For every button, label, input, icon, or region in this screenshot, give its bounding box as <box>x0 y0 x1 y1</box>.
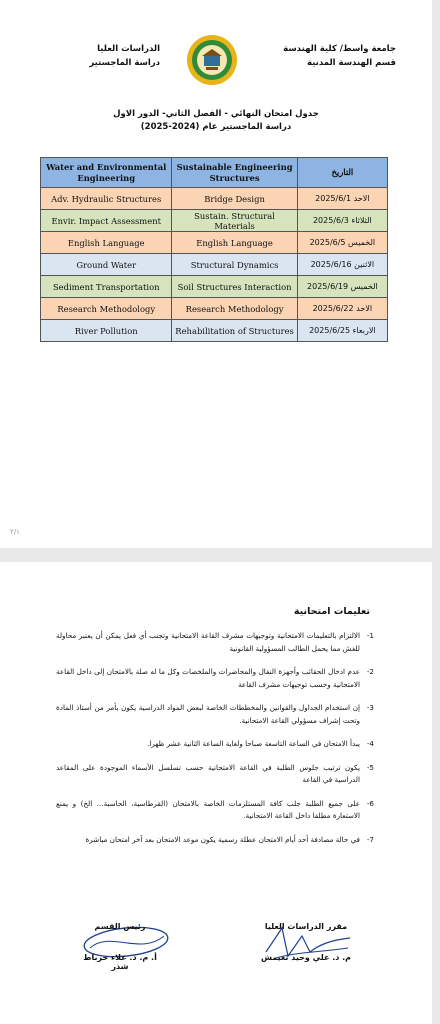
document-title <box>40 108 392 134</box>
cell-date: الاحد 2025/6/22 <box>297 298 387 320</box>
department-head-title: رئيس القسم <box>94 922 146 931</box>
postgraduate-header <box>50 42 160 70</box>
cell-structures-course: English Language <box>172 232 297 254</box>
item-number: 4- <box>366 739 374 748</box>
university-header <box>276 42 396 70</box>
page-2 <box>0 562 432 1024</box>
exam-schedule-table <box>40 157 388 342</box>
item-text: على جميع الطلبة جلب كافة المستلزمات الخاصة بالامتحان (القرطاسية، الحاسبة... الخ) و يمنع الاستعارة مطلقا داخل القاعة الامتحانية. <box>56 798 360 820</box>
item-text: الالتزام بالتعليمات الامتحانية وتوجيهات مشرف القاعة الامتحانية وتجنب أي فعل يمكن أن يعتبر محاولة للغش مما يحمل الطالب المسؤولية القانونية <box>56 631 360 653</box>
masters-label: دراسة الماجستير <box>89 58 160 68</box>
header-date: التاريخ <box>297 158 387 188</box>
table-row <box>41 320 388 342</box>
coordinator-title: مقرر الدراسات العليا <box>264 922 348 931</box>
table-row <box>41 254 388 276</box>
cell-water-course: Research Methodology <box>41 298 172 320</box>
coordinator-name: م. د. علي وحيد نغيمش <box>260 953 352 962</box>
item-text: إن استخدام الجداول والقوانين والمخططات الخاصة لبعض المواد الدراسية يكون بأمر من أستاذ المادة وتحت إشراف مسؤولي القاعة الامتحانية. <box>56 703 360 725</box>
cell-date: الخميس 2025/6/19 <box>297 276 387 298</box>
coordinator-block <box>246 922 366 962</box>
item-number: 1- <box>366 631 374 640</box>
item-text: في حالة مصادفة أحد أيام الامتحان عطلة رسمية يكون موعد الامتحان بعد آخر امتحان مباشرة <box>85 834 360 844</box>
department-name: قسم الهندسة المدنية <box>307 58 396 68</box>
list-item <box>56 738 374 751</box>
department-head-name: أ. م. د. علاء خرباط شذر <box>83 953 157 971</box>
cell-water-course: Ground Water <box>41 254 172 276</box>
postgraduate-label: الدراسات العليا <box>97 44 160 54</box>
page-number: ٢/١ <box>10 528 20 536</box>
item-number: 2- <box>366 667 374 676</box>
title-line-2: دراسة الماجستير عام (2024-2025) <box>140 122 292 132</box>
cell-date: الخميس 2025/6/5 <box>297 232 387 254</box>
department-head-block <box>74 922 166 971</box>
cell-date: الاثنين 2025/6/16 <box>297 254 387 276</box>
item-number: 3- <box>366 703 374 712</box>
item-text: يبدأ الامتحان في الساعة التاسعة صباحا ولغاية الساعة الثانية عشر ظهرا. <box>147 739 360 748</box>
cell-structures-course: Research Methodology <box>172 298 297 320</box>
cell-structures-course: Rehabilitation of Structures <box>172 320 297 342</box>
item-number: 5- <box>366 762 374 772</box>
cell-water-course: English Language <box>41 232 172 254</box>
list-item <box>56 762 374 787</box>
table-row <box>41 210 388 232</box>
header-water-environmental: Water and Environmental Engineering <box>41 158 172 188</box>
item-number: 6- <box>366 798 374 808</box>
university-seal-icon <box>186 34 238 86</box>
cell-water-course: River Pollution <box>41 320 172 342</box>
cell-date: الاحد 2025/6/1 <box>297 188 387 210</box>
list-item <box>56 630 374 655</box>
table-row <box>41 276 388 298</box>
instructions-title: تعليمات امتحانية <box>293 606 370 617</box>
list-item <box>56 666 374 691</box>
table-row <box>41 188 388 210</box>
table-row <box>41 232 388 254</box>
cell-water-course: Envir. Impact Assessment <box>41 210 172 232</box>
cell-structures-course: Soil Structures Interaction <box>172 276 297 298</box>
cell-water-course: Sediment Transportation <box>41 276 172 298</box>
cell-structures-course: Structural Dynamics <box>172 254 297 276</box>
university-name: جامعة واسط/ كلية الهندسة <box>283 44 396 54</box>
item-text: يكون ترتيب جلوس الطلبة في القاعة الامتحانية حسب تسلسل الأسماء الموجودة على المقاعد الدراسية في القاعة <box>56 762 360 784</box>
cell-structures-course: Sustain. Structural Materials <box>172 210 297 232</box>
title-line-1: جدول امتحان النهائي - الفصل الثاني- الدور الاول <box>113 109 319 119</box>
cell-date: الثلاثاء 2025/6/3 <box>297 210 387 232</box>
cell-water-course: Adv. Hydraulic Structures <box>41 188 172 210</box>
list-item <box>56 798 374 823</box>
item-text: عدم ادخال الحقائب وأجهزة النقال والمحاضرات والملخصات وكل ما له صلة بالامتحان إلى داخل القاعة الامتحانية وحسب توجيهات مشرف القاعة <box>56 667 360 689</box>
instructions-list <box>56 630 374 857</box>
table-row <box>41 298 388 320</box>
item-number: 7- <box>366 834 374 844</box>
table-header-row <box>41 158 388 188</box>
cell-structures-course: Bridge Design <box>172 188 297 210</box>
list-item <box>56 834 374 847</box>
cell-date: الاربعاء 2025/6/25 <box>297 320 387 342</box>
list-item <box>56 702 374 727</box>
header-sustainable-structures: Sustainable Engineering Structures <box>172 158 297 188</box>
